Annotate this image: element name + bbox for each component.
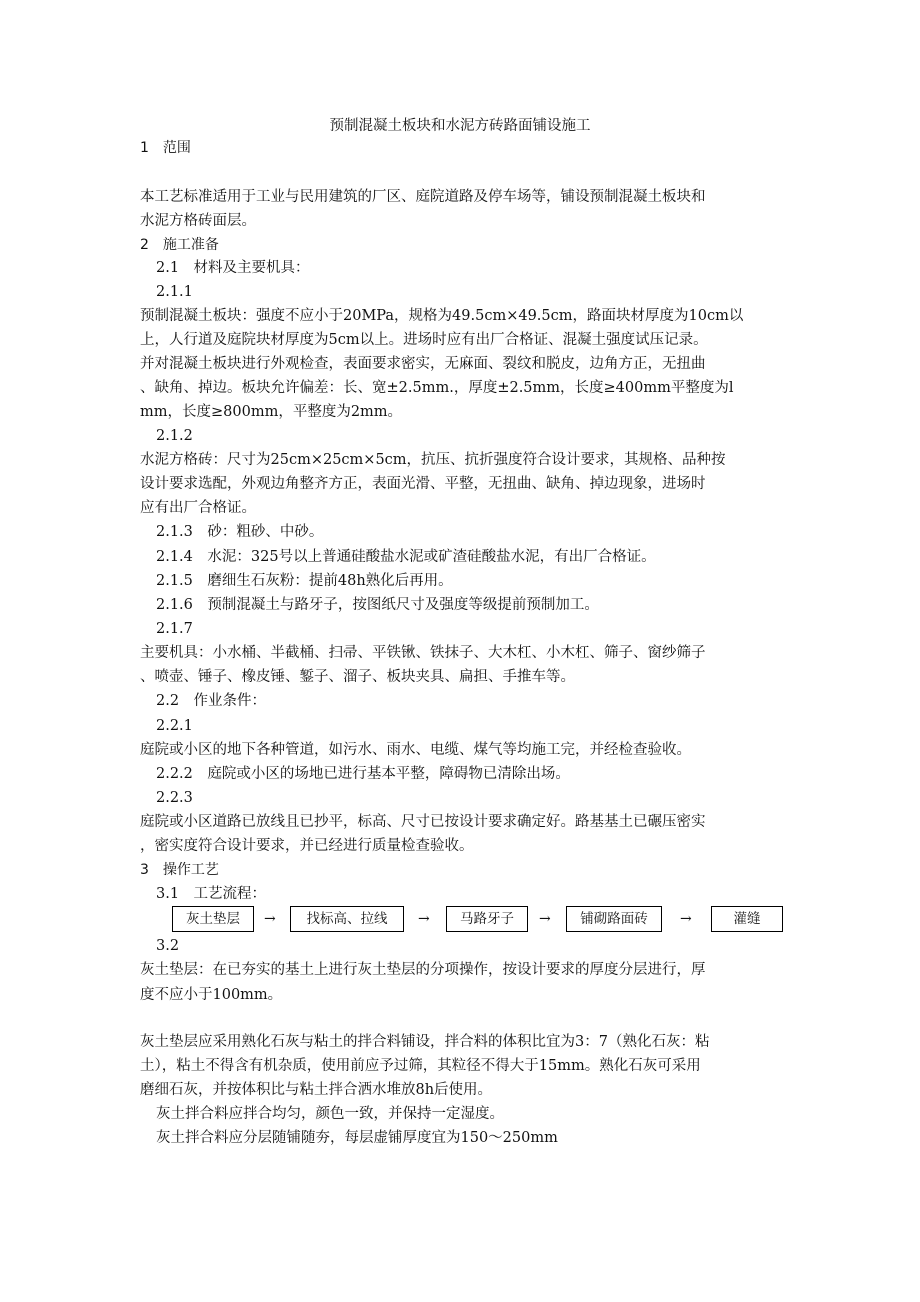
flow-step-box: 找标高、拉线 — [290, 906, 404, 932]
subsection-heading: 2.1 材料及主要机具： — [156, 260, 310, 276]
paragraph-line: 灰土拌合料应拌合均匀，颜色一致，并保持一定湿度。 — [156, 1106, 504, 1122]
flow-step-box: 灰土垫层 — [172, 906, 254, 932]
paragraph-line: 预制混凝土板块：强度不应小于20MPa，规格为49.5cm×49.5cm，路面块材厚度为10cm以 — [140, 308, 744, 324]
paragraph-line: 度不应小于100mm。 — [140, 987, 283, 1003]
paragraph-line: 土），粘土不得含有机杂质，使用前应予过筛，其粒径不得大于15mm。熟化石灰可采用 — [140, 1058, 701, 1074]
clause-number: 2.1.1 — [156, 284, 193, 300]
clause-line: 2.1.3 砂：粗砂、中砂。 — [156, 524, 324, 540]
paragraph-line: 本工艺标准适用于工业与民用建筑的厂区、庭院道路及停车场等，铺设预制混凝土板块和 — [140, 189, 706, 205]
clause-number: 2.2.1 — [156, 718, 193, 734]
flow-arrow: → — [539, 911, 551, 927]
clause-line: 2.1.6 预制混凝土与路牙子，按图纸尺寸及强度等级提前预制加工。 — [156, 597, 599, 613]
section-1-heading: 1 范围 — [140, 140, 191, 156]
flow-arrow: → — [264, 911, 276, 927]
clause-number: 2.2.3 — [156, 790, 193, 806]
flow-arrow: → — [680, 911, 692, 927]
flow-step-box: 马路牙子 — [446, 906, 528, 932]
paragraph-line: ，密实度符合设计要求，并已经进行质量检查验收。 — [140, 838, 474, 854]
clause-number: 2.1.7 — [156, 621, 193, 637]
paragraph-line: 上，人行道及庭院块材厚度为5cm以上。进场时应有出厂合格证、混凝土强度试压记录。 — [140, 332, 708, 348]
process-flow-diagram — [0, 906, 920, 936]
document-title: 预制混凝土板块和水泥方砖路面铺设施工 — [329, 118, 591, 134]
flow-arrow: → — [418, 911, 430, 927]
flow-step-box: 灌缝 — [711, 906, 783, 932]
clause-line: 2.1.4 水泥：325号以上普通硅酸盐水泥或矿渣硅酸盐水泥，有出厂合格证。 — [156, 549, 656, 565]
clause-number: 2.1.2 — [156, 428, 193, 444]
paragraph-line: 水泥方格砖：尺寸为25cm×25cm×5cm，抗压、抗折强度符合设计要求，其规格、品种按 — [140, 452, 726, 468]
clause-line: 2.1.5 磨细生石灰粉：提前48h熟化后再用。 — [156, 573, 453, 589]
paragraph-line: 、喷壶、锤子、橡皮锤、錾子、溜子、板块夹具、扁担、手推车等。 — [140, 669, 575, 685]
flow-step-box: 铺砌路面砖 — [566, 906, 662, 932]
paragraph-line: mm，长度≥800mm，平整度为2mm。 — [140, 404, 403, 420]
paragraph-line: 并对混凝土板块进行外观检查，表面要求密实，无麻面、裂纹和脱皮，边角方正，无扭曲 — [140, 356, 706, 372]
paragraph-line: 水泥方格砖面层。 — [140, 213, 256, 229]
clause-number: 3.2 — [156, 938, 180, 954]
clause-line: 2.2.2 庭院或小区的场地已进行基本平整，障碍物已清除出场。 — [156, 766, 570, 782]
subsection-heading: 3.1 工艺流程： — [156, 886, 267, 902]
subsection-heading: 2.2 作业条件： — [156, 693, 267, 709]
section-3-heading: 3 操作工艺 — [140, 862, 219, 878]
paragraph-line: 应有出厂合格证。 — [140, 500, 256, 516]
paragraph-line: 庭院或小区道路已放线且已抄平，标高、尺寸已按设计要求确定好。路基基土已碾压密实 — [140, 814, 706, 830]
paragraph-line: 主要机具：小水桶、半截桶、扫帚、平铁锹、铁抹子、大木杠、小木杠、筛子、窗纱筛子 — [140, 645, 706, 661]
section-2-heading: 2 施工准备 — [140, 237, 219, 253]
paragraph-line: 灰土拌合料应分层随铺随夯，每层虚铺厚度宜为150～250mm — [156, 1130, 558, 1146]
paragraph-line: 灰土垫层：在已夯实的基土上进行灰土垫层的分项操作，按设计要求的厚度分层进行，厚 — [140, 962, 706, 978]
paragraph-line: 、缺角、掉边。板块允许偏差：长、宽±2.5mm.，厚度±2.5mm，长度≥400mm平整度为l — [140, 380, 734, 396]
paragraph-line: 磨细石灰，并按体积比与粘土拌合洒水堆放8h后使用。 — [140, 1082, 493, 1098]
paragraph-line: 设计要求选配，外观边角整齐方正，表面光滑、平整，无扭曲、缺角、掉边现象，进场时 — [140, 476, 706, 492]
paragraph-line: 庭院或小区的地下各种管道，如污水、雨水、电缆、煤气等均施工完，并经检查验收。 — [140, 742, 691, 758]
paragraph-line: 灰土垫层应采用熟化石灰与粘土的拌合料铺设，拌合料的体积比宜为3：7（熟化石灰：粘 — [140, 1034, 710, 1050]
